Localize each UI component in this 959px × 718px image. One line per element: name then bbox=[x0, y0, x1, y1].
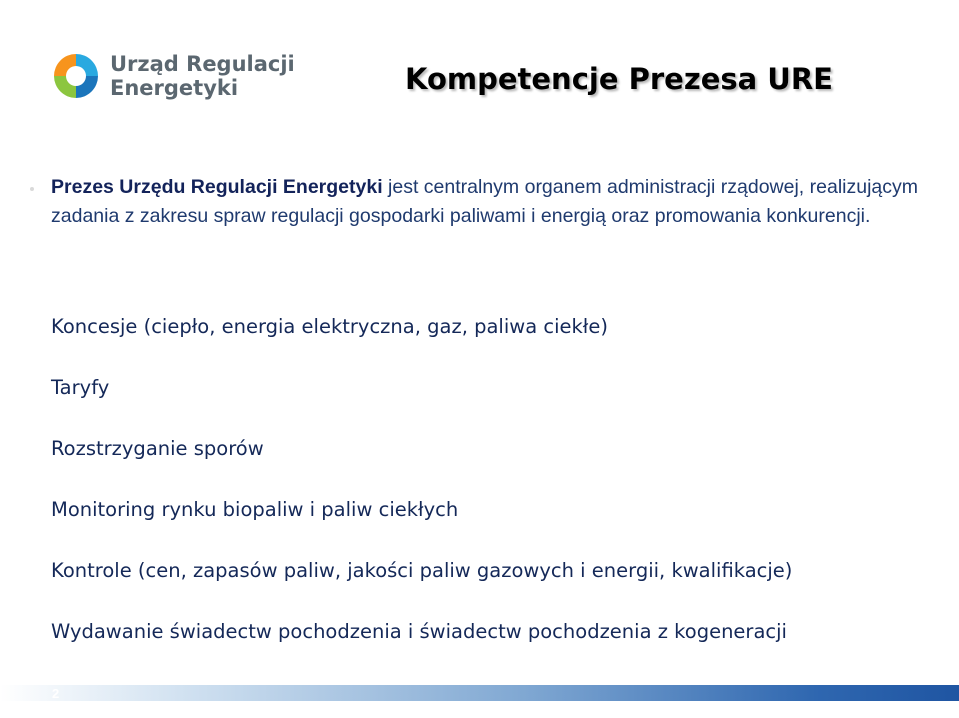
page-number: 2 bbox=[52, 686, 60, 701]
page-title: Kompetencje Prezesa URE bbox=[405, 62, 833, 96]
competences-list bbox=[51, 307, 792, 673]
competence-item: Rozstrzyganie sporów bbox=[51, 437, 264, 460]
intro-paragraph bbox=[51, 173, 921, 231]
intro-text: jest centralnym organem administracji rządowej, realizującym zadania z zakresu spraw regulacji gospodarki paliwami i energią oraz promowania konkurencji. bbox=[51, 176, 918, 227]
bullet-dot bbox=[30, 187, 34, 191]
competence-item: Taryfy bbox=[51, 376, 110, 399]
logo-text bbox=[110, 52, 295, 100]
competence-item: Wydawanie świadectw pochodzenia i świadectw pochodzenia z kogeneracji bbox=[51, 620, 787, 643]
logo-line1: Urząd Regulacji bbox=[110, 52, 295, 76]
ure-logo-icon bbox=[50, 50, 102, 102]
competence-item: Kontrole (cen, zapasów paliw, jakości paliw gazowych i energii, kwalifikacje) bbox=[51, 559, 793, 582]
competence-item: Monitoring rynku biopaliw i paliw ciekłych bbox=[51, 498, 459, 521]
logo-line2: Energetyki bbox=[110, 76, 239, 100]
ure-logo bbox=[50, 50, 295, 102]
intro-bold: Prezes Urzędu Regulacji Energetyki bbox=[51, 176, 383, 198]
footer-bar bbox=[0, 685, 959, 701]
competence-item: Koncesje (ciepło, energia elektryczna, gaz, paliwa ciekłe) bbox=[51, 315, 608, 338]
